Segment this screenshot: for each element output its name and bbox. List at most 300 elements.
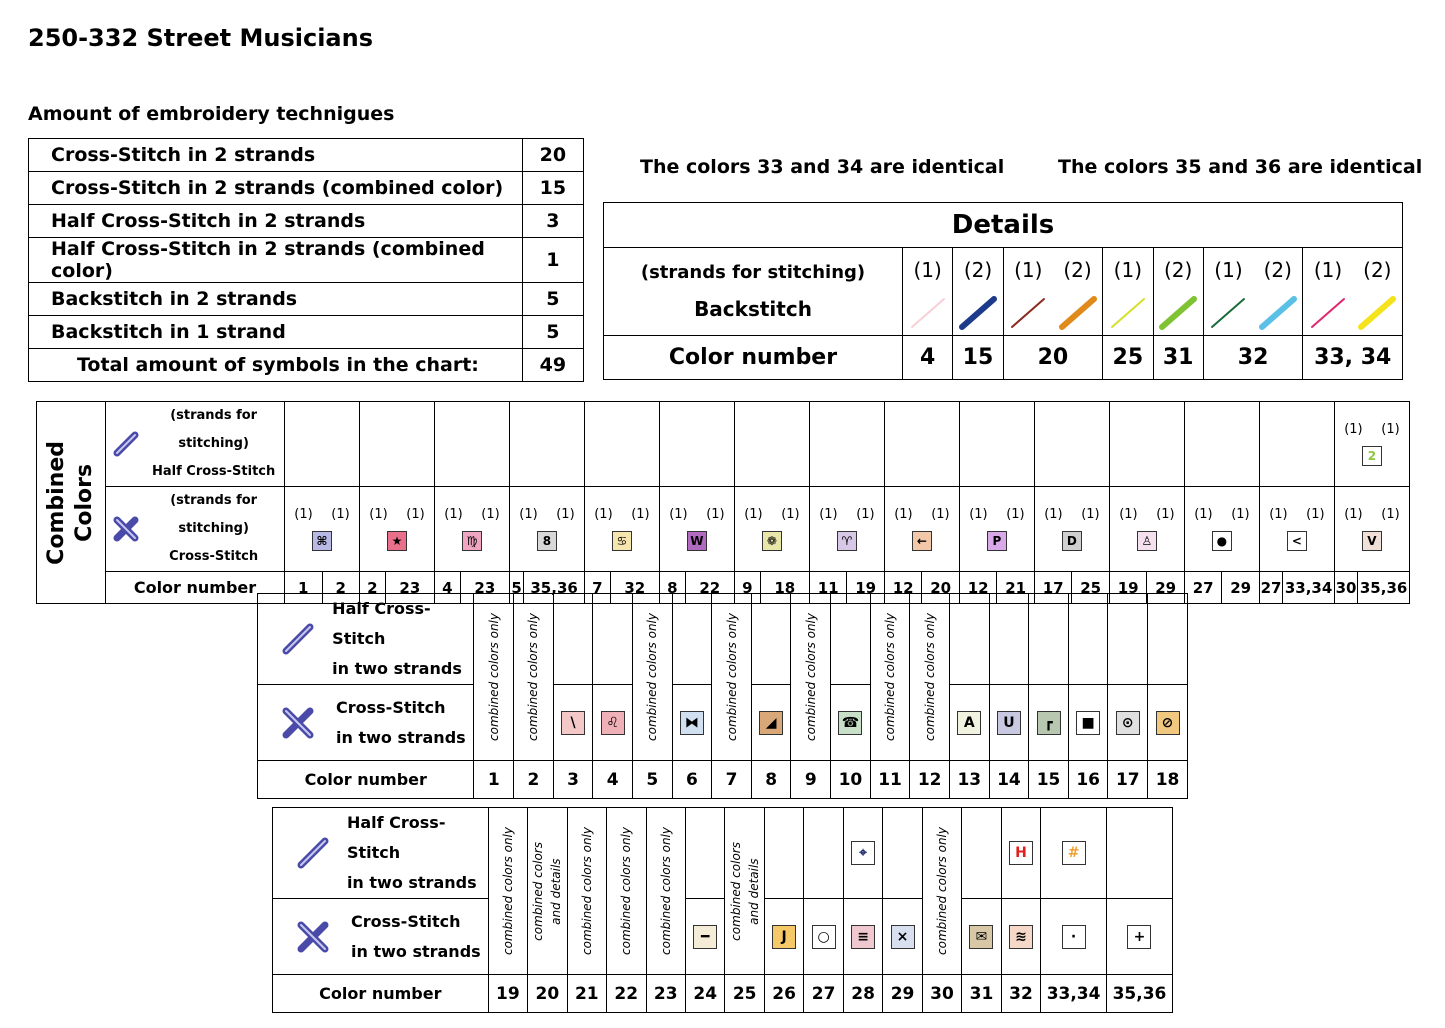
technique-count: 5: [522, 283, 583, 316]
strand-count: (1): [1303, 248, 1353, 292]
strand-count: (1): [1006, 507, 1025, 523]
strand-count: (1): [931, 507, 950, 523]
color-number: 10: [831, 761, 871, 799]
combined-cross-cell: [360, 487, 435, 572]
technique-row: [29, 316, 584, 349]
legend-table-19-36: [272, 807, 1173, 1013]
strand-count: (1): [1344, 507, 1363, 523]
detail-color-number: 20: [1003, 336, 1103, 380]
combined-color-b: 29: [1222, 572, 1260, 604]
combined-label: Combined: [44, 440, 69, 565]
strand-count: (1): [331, 507, 350, 523]
technique-row: [29, 283, 584, 316]
cross-symbol: ←: [912, 531, 932, 551]
cross-symbol: ⌘: [312, 531, 332, 551]
note-33-34: The colors 33 and 34 are identical: [640, 156, 1005, 178]
combined-only-text: combined colors only: [935, 827, 950, 955]
combined-color-a: 9: [734, 572, 760, 604]
technique-label: Cross-Stitch in 2 strands: [29, 139, 523, 172]
combined-only-text: combined colors only: [500, 827, 515, 955]
combined-half-cell: [1259, 402, 1334, 487]
detail-color-number: 32: [1203, 336, 1303, 380]
strand-count: (1): [856, 507, 875, 523]
strand-count: (1): [631, 507, 650, 523]
color-number: 29: [883, 975, 922, 1013]
strand-count: (1): [1044, 507, 1063, 523]
strand-count: (1): [744, 507, 763, 523]
strand-count: (1): [1344, 422, 1363, 438]
color-number: 7: [712, 761, 752, 799]
cross-symbol: ≋: [1009, 925, 1033, 949]
color-number: 14: [989, 761, 1029, 799]
strand-count: (1): [1156, 507, 1175, 523]
combined-half-cell: [959, 402, 1034, 487]
combined-half-cell: [1034, 402, 1109, 487]
color-number: 5: [632, 761, 672, 799]
strand-count: (1): [594, 507, 613, 523]
combined-only-cell: [725, 808, 764, 975]
half-symbol-cell: [672, 594, 712, 685]
cross-label-1: Cross-Stitch: [336, 697, 446, 717]
combined-cross-header: [106, 487, 285, 572]
color-number: 30: [922, 975, 961, 1013]
backstitch-line-icon: [1206, 293, 1250, 333]
detail-color-number: 15: [953, 336, 1003, 380]
strands-label: (strands for stitching): [170, 408, 258, 451]
backstitch-swatch: [953, 292, 1003, 336]
page-title: 250-332 Street Musicians: [28, 24, 373, 52]
half-symbol-cell: [1106, 808, 1172, 899]
cross-symbol: ♌: [601, 711, 625, 735]
combined-cross-cell: [659, 487, 734, 572]
color-number-label: Color number: [273, 975, 489, 1013]
cross-symbol: ⊘: [1156, 711, 1180, 735]
strand-count: (1): [444, 507, 463, 523]
cross-symbol: W: [687, 531, 707, 551]
combined-only-cell: [607, 808, 646, 975]
details-title: Details: [604, 203, 1403, 248]
half-symbol: #: [1062, 841, 1086, 865]
cross-symbol: A: [957, 711, 981, 735]
technique-count: 15: [522, 172, 583, 205]
details-table: [603, 202, 1403, 380]
technique-label: Cross-Stitch in 2 strands (combined color): [29, 172, 523, 205]
combined-color-b: 25: [1072, 572, 1110, 604]
combined-details-text: combined colors: [728, 841, 743, 941]
technique-label: Backstitch in 1 strand: [29, 316, 523, 349]
half-symbol-cell: [962, 808, 1001, 899]
backstitch-swatch: [1053, 292, 1103, 336]
cross-symbol-cell: [1148, 685, 1188, 761]
cross-label-2: in two strands: [336, 727, 466, 747]
cross-symbol-cell: [1108, 685, 1148, 761]
total-row: [29, 349, 584, 382]
half-symbol-cell: [1001, 808, 1040, 899]
half-symbol-cell: [1029, 594, 1069, 685]
combined-color-a: 1: [285, 572, 323, 604]
combined-only-cell: [712, 594, 752, 761]
cross-symbol-cell: [1106, 899, 1172, 975]
combined-only-cell: [488, 808, 527, 975]
combined-only-cell: [528, 808, 567, 975]
color-number: 23: [646, 975, 685, 1013]
strand-count: (1): [706, 507, 725, 523]
cross-stitch-icon: [295, 919, 331, 955]
combined-only-cell: [632, 594, 672, 761]
technique-count: 5: [522, 316, 583, 349]
cross-symbol-cell: [843, 899, 882, 975]
detail-color-number: 25: [1103, 336, 1153, 380]
strand-count: (1): [969, 507, 988, 523]
combined-color-a: 30: [1334, 572, 1357, 604]
combined-color-a: 5: [509, 572, 523, 604]
cross-symbol-cell: [593, 685, 633, 761]
cross-symbol-cell: [962, 899, 1001, 975]
combined-details-text: and details: [746, 857, 761, 925]
cross-symbol: D: [1062, 531, 1082, 551]
half-symbol-2: 2: [1362, 446, 1382, 466]
technique-label: Half Cross-Stitch in 2 strands (combined color): [29, 238, 523, 283]
technique-row: [29, 205, 584, 238]
cross-symbol-cell: [553, 685, 593, 761]
technique-row: [29, 238, 584, 283]
details-color-number-label: Color number: [604, 336, 903, 380]
color-number: 25: [725, 975, 764, 1013]
combined-half-header: [106, 402, 285, 487]
technique-count: 3: [522, 205, 583, 238]
backstitch-swatch: [1203, 292, 1253, 336]
cross-symbol: ⧓: [680, 711, 704, 735]
combined-color-a: 7: [584, 572, 610, 604]
cross-symbol: ♙: [1137, 531, 1157, 551]
color-number: 19: [488, 975, 527, 1013]
technique-count: 1: [522, 238, 583, 283]
combined-color-b: 32: [610, 572, 659, 604]
combined-cross-cell: [1109, 487, 1184, 572]
strand-count: (1): [1269, 507, 1288, 523]
combined-color-b: 35,36: [524, 572, 585, 604]
cross-symbol: ⊙: [1116, 711, 1140, 735]
cross-header: [273, 899, 489, 975]
combined-color-a: 2: [360, 572, 386, 604]
cross-symbol: ✉: [969, 925, 993, 949]
combined-color-b: 23: [460, 572, 509, 604]
color-number: 24: [685, 975, 724, 1013]
half-symbol-cell: [883, 808, 922, 899]
color-number: 18: [1148, 761, 1188, 799]
cross-symbol-cell: [764, 899, 803, 975]
combined-color-a: 12: [959, 572, 997, 604]
technique-row: [29, 172, 584, 205]
combined-color-b: 20: [922, 572, 960, 604]
color-number: 16: [1068, 761, 1108, 799]
backstitch-swatch: [1253, 292, 1303, 336]
color-number: 35,36: [1106, 975, 1172, 1013]
cross-symbol-cell: [1068, 685, 1108, 761]
detail-color-number: 33, 34: [1303, 336, 1403, 380]
backstitch-swatch: [1103, 292, 1153, 336]
backstitch-line-icon: [1306, 293, 1350, 333]
combined-colors-side-label: [37, 402, 106, 604]
cross-header: [258, 685, 474, 761]
combined-color-a: 11: [809, 572, 847, 604]
combined-only-cell: [922, 808, 961, 975]
cross-symbol: ■: [1076, 711, 1100, 735]
strand-count: (2): [953, 248, 1003, 292]
cross-symbol: ┏: [1037, 711, 1061, 735]
backstitch-line-icon: [1106, 293, 1150, 333]
cross-label-2: in two strands: [351, 941, 481, 961]
color-number: 8: [751, 761, 791, 799]
color-number: 12: [910, 761, 950, 799]
total-count: 49: [522, 349, 583, 382]
half-symbol-cell: [1041, 808, 1107, 899]
backstitch-line-icon: [1006, 293, 1050, 333]
color-number: 33,34: [1041, 975, 1107, 1013]
color-number: 2: [514, 761, 554, 799]
combined-only-text: combined colors only: [645, 613, 660, 741]
strand-count: (1): [1203, 248, 1253, 292]
note-35-36: The colors 35 and 36 are identical: [1058, 156, 1423, 178]
combined-details-text: combined colors: [531, 841, 546, 941]
combined-colors-table: [36, 401, 1410, 604]
combined-cross-cell: [1334, 487, 1409, 572]
combined-only-text: combined colors only: [883, 613, 898, 741]
color-number: 9: [791, 761, 831, 799]
cross-symbol-cell: [672, 685, 712, 761]
half-symbol-cell: [989, 594, 1029, 685]
combined-half-cell: [434, 402, 509, 487]
combined-cross-cell: [809, 487, 884, 572]
combined-only-text: combined colors only: [486, 613, 501, 741]
combined-only-cell: [910, 594, 950, 761]
combined-cross-cell: [884, 487, 959, 572]
half-symbol-cell: [685, 808, 724, 899]
color-number-label: Color number: [258, 761, 474, 799]
combined-color-b: 22: [685, 572, 734, 604]
combined-half-cell: [659, 402, 734, 487]
combined-color-a: 27: [1259, 572, 1282, 604]
strand-count: (1): [519, 507, 538, 523]
combined-color-number-label: Color number: [106, 572, 285, 604]
color-number: 3: [553, 761, 593, 799]
half-cross-stitch-icon: [112, 430, 140, 458]
combined-color-b: 23: [385, 572, 434, 604]
color-number: 6: [672, 761, 712, 799]
combined-color-a: 27: [1184, 572, 1222, 604]
cross-symbol: P: [987, 531, 1007, 551]
combined-cross-cell: [1259, 487, 1334, 572]
cross-symbol-cell: [685, 899, 724, 975]
strand-count: (1): [1194, 507, 1213, 523]
half-symbol-cell: [831, 594, 871, 685]
combined-color-a: 17: [1034, 572, 1072, 604]
combined-color-a: 12: [884, 572, 922, 604]
technique-label: Backstitch in 2 strands: [29, 283, 523, 316]
strand-count: (1): [556, 507, 575, 523]
cross-symbol: <: [1287, 531, 1307, 551]
cross-symbol-cell: [804, 899, 843, 975]
details-strands-label: (strands for stitching): [640, 262, 866, 283]
combined-only-text: combined colors only: [579, 827, 594, 955]
combined-half-cell: [584, 402, 659, 487]
color-number: 28: [843, 975, 882, 1013]
backstitch-swatch: [903, 292, 953, 336]
cross-symbol: +: [1127, 925, 1151, 949]
color-number: 15: [1029, 761, 1069, 799]
strands-label: (strands for stitching): [170, 493, 258, 536]
cross-symbol: ○: [812, 925, 836, 949]
combined-color-a: 4: [434, 572, 460, 604]
backstitch-line-icon: [906, 293, 950, 333]
detail-color-number: 4: [903, 336, 953, 380]
strand-count: (1): [1119, 507, 1138, 523]
backstitch-swatch: [1003, 292, 1053, 336]
combined-color-a: 8: [659, 572, 685, 604]
half-symbol-cell: [1068, 594, 1108, 685]
strand-count: (2): [1053, 248, 1103, 292]
combined-only-cell: [870, 594, 910, 761]
color-number: 31: [962, 975, 1001, 1013]
combined-only-cell: [514, 594, 554, 761]
half-cross-header: [258, 594, 474, 685]
strand-count: (2): [1253, 248, 1303, 292]
backstitch-line-icon: [1156, 293, 1200, 333]
cross-symbol: ≡: [851, 925, 875, 949]
strand-count: (1): [819, 507, 838, 523]
cross-symbol: ·: [1062, 925, 1086, 949]
combined-only-text: combined colors only: [724, 613, 739, 741]
half-symbol-cell: [751, 594, 791, 685]
strand-count: (1): [781, 507, 800, 523]
combined-color-b: 33,34: [1283, 572, 1335, 604]
combined-cross-cell: [1034, 487, 1109, 572]
half-symbol-cell: [764, 808, 803, 899]
combined-color-b: 18: [760, 572, 809, 604]
cross-symbol: ♈: [837, 531, 857, 551]
total-label: Total amount of symbols in the chart:: [29, 349, 523, 382]
half-cross-label: Half Cross-Stitch: [152, 464, 276, 479]
cross-label: Cross-Stitch: [169, 549, 259, 564]
cross-symbol: ×: [891, 925, 915, 949]
half-label-2: in two strands: [346, 873, 477, 892]
combined-half-cell: [1184, 402, 1259, 487]
strand-count: (1): [669, 507, 688, 523]
backstitch-swatch: [1153, 292, 1203, 336]
color-number: 4: [593, 761, 633, 799]
backstitch-swatch: [1353, 292, 1403, 336]
strand-count: (1): [903, 248, 953, 292]
techniques-table: [28, 138, 584, 382]
cross-symbol-cell: [831, 685, 871, 761]
legend-table-1-18: [257, 593, 1188, 799]
strand-count: (1): [1231, 507, 1250, 523]
combined-half-cell: [1334, 402, 1409, 487]
backstitch-swatch: [1303, 292, 1353, 336]
technique-row: [29, 139, 584, 172]
combined-details-text: and details: [549, 857, 564, 925]
combined-cross-cell: [584, 487, 659, 572]
strand-count: (1): [294, 507, 313, 523]
combined-half-cell: [509, 402, 584, 487]
color-number: 32: [1001, 975, 1040, 1013]
strand-count: (1): [1381, 422, 1400, 438]
color-number: 20: [528, 975, 567, 1013]
cross-symbol: ●: [1212, 531, 1232, 551]
color-number: 21: [567, 975, 606, 1013]
combined-color-b: 35,36: [1358, 572, 1410, 604]
strand-count: (2): [1353, 248, 1403, 292]
half-symbol: ⌖: [851, 841, 875, 865]
combined-color-b: 19: [847, 572, 885, 604]
cross-symbol-cell: [883, 899, 922, 975]
backstitch-line-icon: [956, 293, 1000, 333]
backstitch-line-icon: [1355, 293, 1399, 333]
cross-symbol: ♍: [462, 531, 482, 551]
combined-half-cell: [360, 402, 435, 487]
half-symbol-cell: [553, 594, 593, 685]
strand-count: (1): [1306, 507, 1325, 523]
cross-stitch-icon: [112, 515, 140, 543]
cross-symbol: ☎: [838, 711, 862, 735]
strand-count: (2): [1153, 248, 1203, 292]
cross-symbol: ★: [387, 531, 407, 551]
combined-cross-cell: [434, 487, 509, 572]
half-label-1: Half Cross-Stitch: [346, 813, 446, 862]
combined-only-text: combined colors only: [803, 613, 818, 741]
color-number: 27: [804, 975, 843, 1013]
combined-color-b: 29: [1147, 572, 1185, 604]
cross-symbol: ♋: [612, 531, 632, 551]
half-symbol-cell: [1148, 594, 1188, 685]
combined-cross-cell: [959, 487, 1034, 572]
combined-color-b: 2: [322, 572, 360, 604]
half-label-2: in two strands: [332, 659, 462, 678]
cross-stitch-icon: [280, 705, 316, 741]
cross-symbol-cell: [949, 685, 989, 761]
half-symbol-cell: [1108, 594, 1148, 685]
detail-color-number: 31: [1153, 336, 1203, 380]
half-symbol: H: [1009, 841, 1033, 865]
cross-symbol-cell: [751, 685, 791, 761]
combined-only-text: combined colors only: [922, 613, 937, 741]
combined-only-text: combined colors only: [526, 613, 541, 741]
combined-only-text: combined colors only: [619, 827, 634, 955]
color-number: 13: [949, 761, 989, 799]
details-strands-label: [604, 248, 903, 336]
strand-count: (1): [369, 507, 388, 523]
cross-symbol-cell: [1001, 899, 1040, 975]
cross-symbol-cell: [1041, 899, 1107, 975]
half-cross-stitch-icon: [280, 621, 316, 657]
half-symbol-cell: [949, 594, 989, 685]
half-cross-header: [273, 808, 489, 899]
technique-count: 20: [522, 139, 583, 172]
strand-count: (1): [1103, 248, 1153, 292]
combined-cross-cell: [509, 487, 584, 572]
cross-symbol: U: [997, 711, 1021, 735]
cross-label-1: Cross-Stitch: [351, 911, 461, 931]
cross-symbol: \: [561, 711, 585, 735]
cross-symbol-cell: [1029, 685, 1069, 761]
combined-half-cell: [809, 402, 884, 487]
color-number: 17: [1108, 761, 1148, 799]
color-number: 11: [870, 761, 910, 799]
combined-only-cell: [646, 808, 685, 975]
strand-count: (1): [1003, 248, 1053, 292]
cross-symbol: 8: [537, 531, 557, 551]
cross-symbol: ◢: [759, 711, 783, 735]
